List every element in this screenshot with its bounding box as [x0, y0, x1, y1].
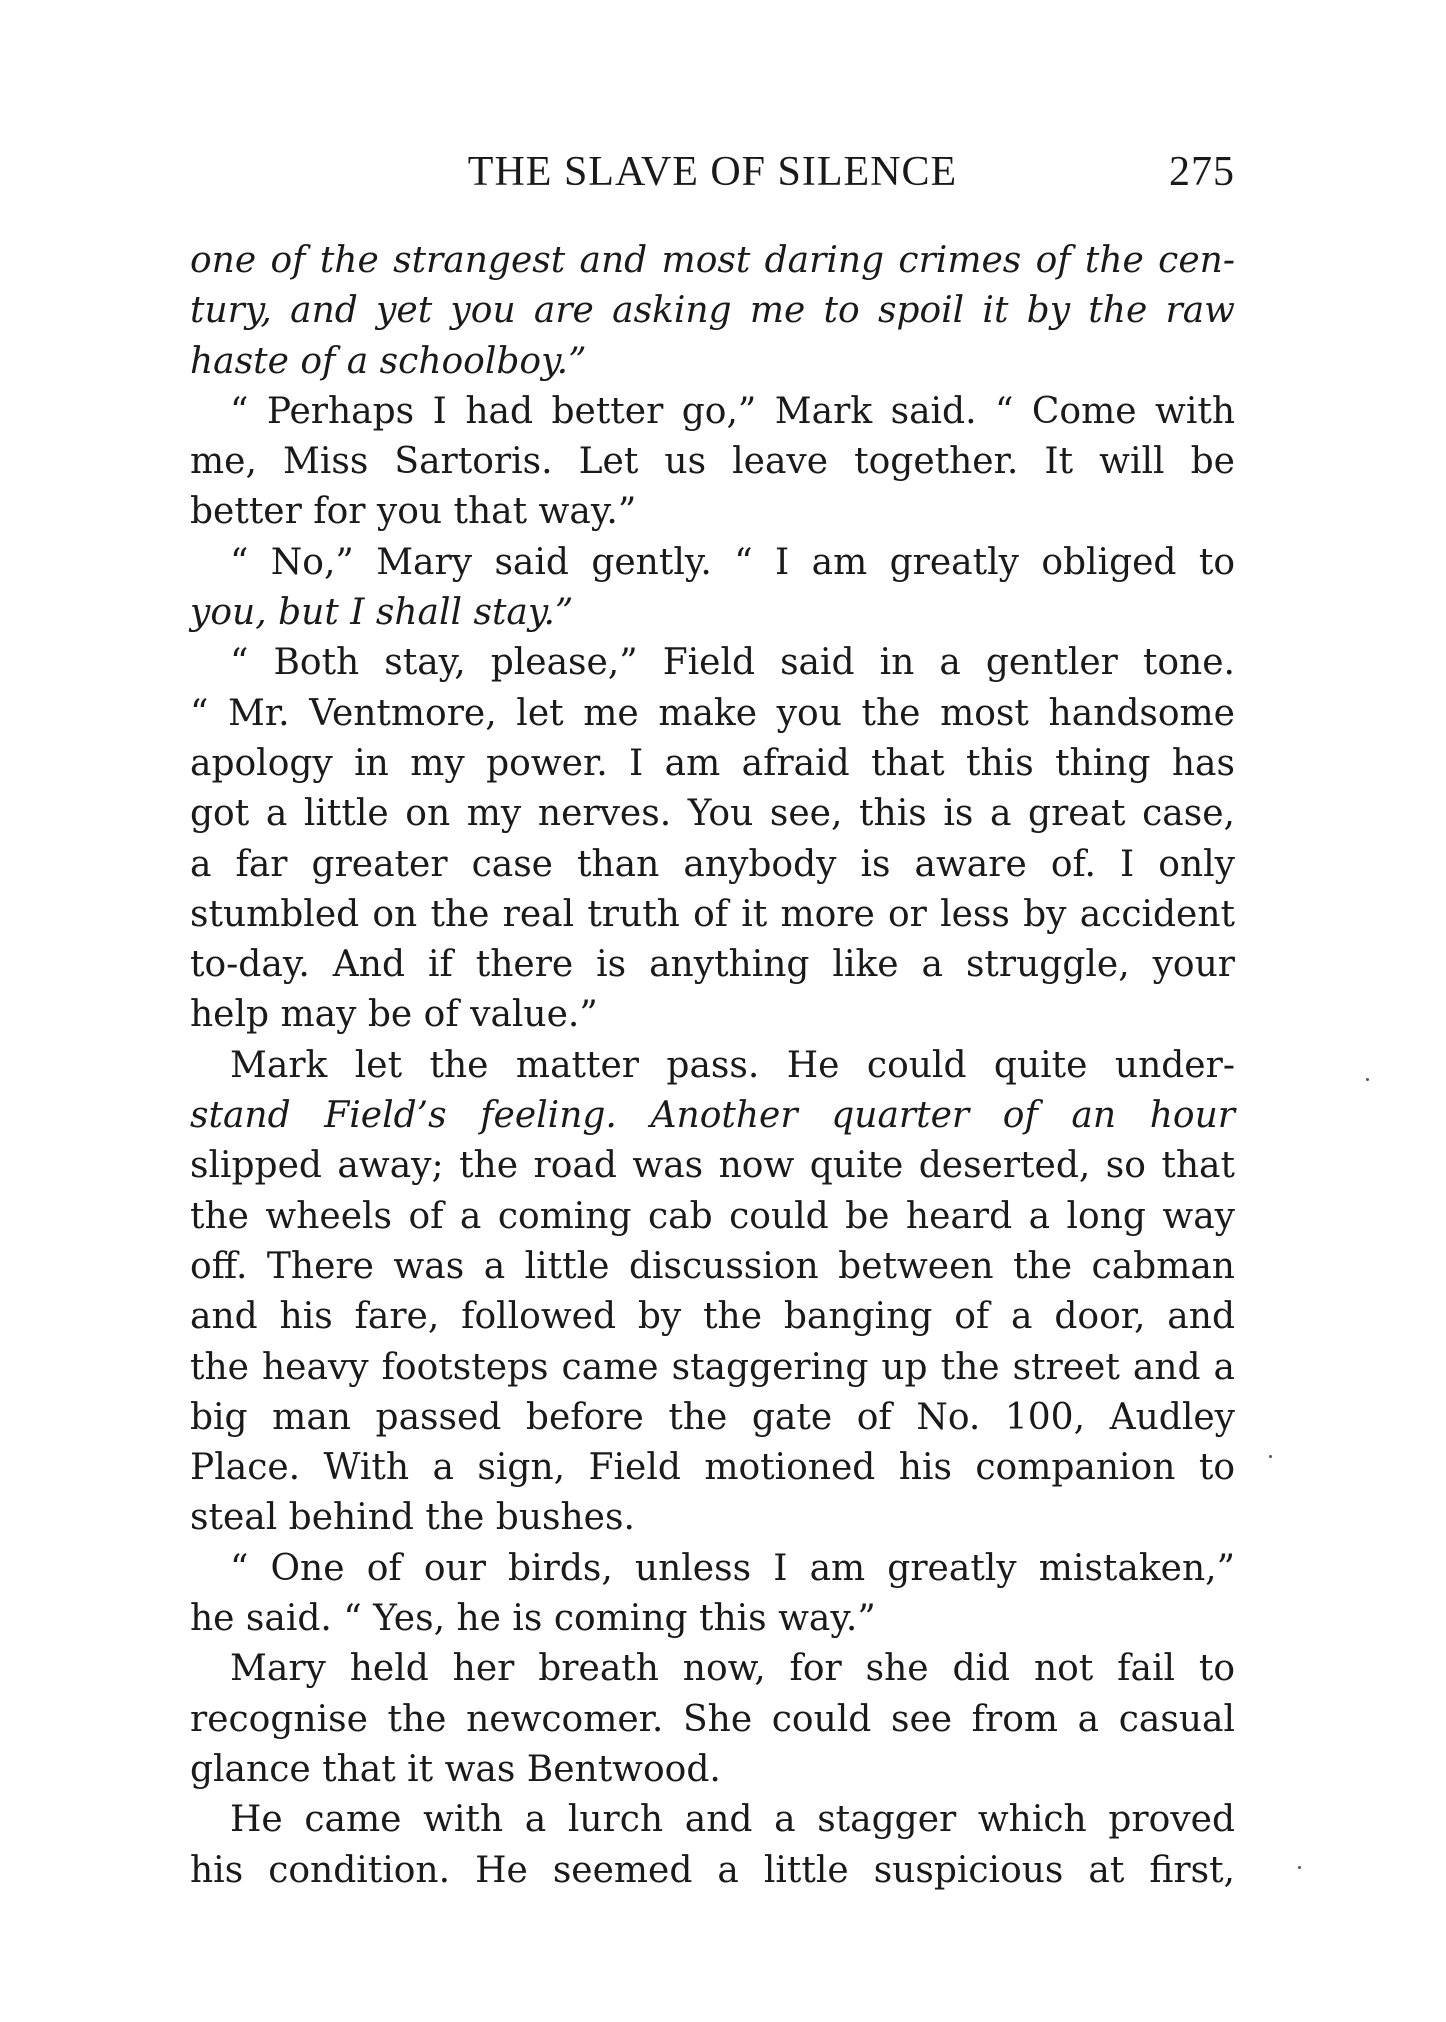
text-line: a far greater case than anybody is aware of. I only: [190, 843, 1235, 885]
text-line: “ Mr. Ventmore, let me make you the most handsome: [190, 692, 1235, 734]
text-line: got a little on my nerves. You see, this is a great case,: [190, 793, 1235, 835]
print-speck: [1298, 1866, 1301, 1869]
text-line: slipped away; the road was now quite deserted, so that: [190, 1145, 1235, 1187]
running-head: [190, 148, 1235, 208]
text-line: steal behind the bushes.: [190, 1497, 635, 1539]
text-line: tury, and yet you are asking me to spoil it by the raw: [190, 290, 1235, 332]
body-text: [190, 236, 1235, 1896]
text-line: “ Both stay, please,” Field said in a gentler tone.: [230, 642, 1235, 684]
text-line: stand Field’s feeling. Another quarter of an hour: [190, 1095, 1235, 1137]
text-line: the wheels of a coming cab could be heard a long way: [190, 1195, 1235, 1237]
text-line: Place. With a sign, Field motioned his companion to: [190, 1447, 1235, 1489]
text-line: apology in my power. I am afraid that this thing has: [190, 742, 1235, 784]
text-line: glance that it was Bentwood.: [190, 1748, 721, 1790]
text-line: Mary held her breath now, for she did not fail to: [230, 1648, 1235, 1690]
text-line: the heavy footsteps came staggering up the street and a: [190, 1346, 1235, 1388]
text-line: better for you that way.”: [190, 491, 637, 533]
page-number: 275: [1169, 149, 1235, 195]
running-title: THE SLAVE OF SILENCE: [467, 149, 958, 195]
text-line: He came with a lurch and a stagger which proved: [230, 1799, 1235, 1841]
text-line: one of the strangest and most daring crimes of the cen-: [190, 240, 1235, 281]
text-line: his condition. He seemed a little suspicious at first,: [190, 1849, 1235, 1891]
text-line: stumbled on the real truth of it more or less by accident: [190, 893, 1235, 935]
print-speck: [1269, 1455, 1272, 1458]
text-line: “ One of our birds, unless I am greatly mistaken,”: [230, 1547, 1235, 1589]
text-line: haste of a schoolboy.”: [190, 340, 587, 382]
text-line: me, Miss Sartoris. Let us leave together. It will be: [190, 441, 1235, 483]
text-line: to-day. And if there is anything like a struggle, your: [190, 944, 1235, 986]
print-speck: [1366, 1078, 1369, 1081]
text-line: recognise the newcomer. She could see from a casual: [190, 1698, 1235, 1740]
text-line: Mark let the matter pass. He could quite under-: [230, 1044, 1235, 1086]
text-line: “ No,” Mary said gently. “ I am greatly obliged to: [230, 541, 1235, 583]
text-line: “ Perhaps I had better go,” Mark said. “ Come with: [230, 390, 1235, 432]
text-line: you, but I shall stay.”: [190, 592, 574, 634]
text-line: and his fare, followed by the banging of a door, and: [190, 1296, 1235, 1338]
text-line: help may be of value.”: [190, 994, 598, 1036]
text-line: off. There was a little discussion between the cabman: [190, 1245, 1235, 1287]
text-line: he said. “ Yes, he is coming this way.”: [190, 1598, 876, 1640]
text-line: big man passed before the gate of No. 100, Audley: [190, 1396, 1235, 1438]
